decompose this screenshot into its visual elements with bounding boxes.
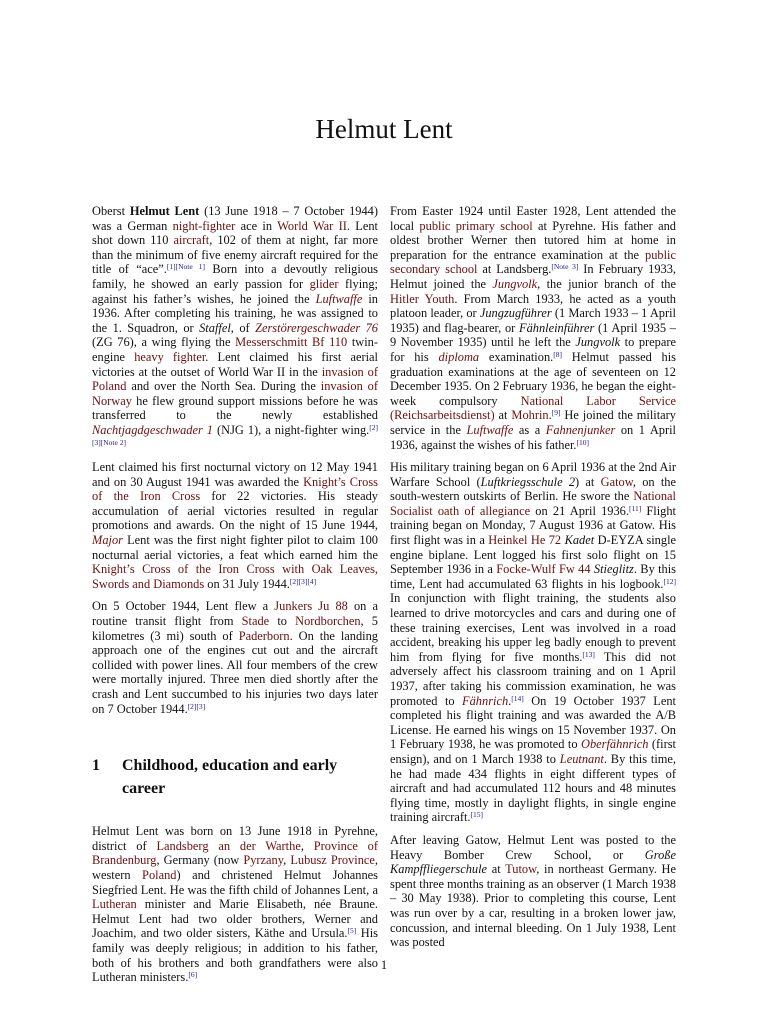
- reference-marker[interactable]: [6]: [188, 970, 198, 980]
- page-number: 1: [380, 958, 388, 972]
- paragraph: [390, 204, 676, 452]
- link[interactable]: Zerstörergeschwader 76: [255, 320, 379, 335]
- link[interactable]: Jungvolk: [492, 276, 538, 291]
- reference-marker[interactable]: [15]: [470, 810, 483, 820]
- text-run: at: [494, 408, 512, 423]
- link[interactable]: National Labor Service (Reichsarbeitsdienst): [390, 393, 676, 423]
- text-run: , 102 of them at night, far more than the minimum of five enemy aircraft required for the title of “ace”.: [92, 233, 379, 277]
- text-run: D-EYZA single engine biplane. Lent logged his first solo flight on 15 September 1936 in a: [390, 533, 677, 577]
- link[interactable]: Gatow: [600, 474, 633, 489]
- text-run: Helmut Lent: [129, 204, 200, 218]
- link[interactable]: Mohrin: [511, 408, 549, 423]
- text-run: for 22 victories. His steady accumulation of aerial victories resulted in regular promotions and awards. On the night of 15 June 1944,: [92, 489, 378, 533]
- link[interactable]: Fähnrich: [462, 693, 509, 708]
- reference-marker[interactable]: [5]: [347, 926, 357, 936]
- text-run: flying; against his father’s wishes, he joined the: [92, 276, 378, 306]
- link[interactable]: Major: [92, 533, 123, 548]
- text-run: as a: [513, 422, 546, 437]
- reference-marker[interactable]: [2][3][Note 2]: [92, 422, 378, 447]
- text-run: , on the south-western outskirts of Berlin. He swore the: [390, 474, 677, 504]
- text-run: Flight training began on Monday, 7 August 1936 at Gatow. His first flight was in a: [390, 503, 676, 548]
- text-run: Jungzugführer: [479, 306, 552, 321]
- link[interactable]: Heinkel He 72: [488, 533, 562, 548]
- section-number: 1: [92, 757, 100, 775]
- text-run: , Germany (now: [156, 853, 244, 868]
- text-run: Oberst: [92, 204, 130, 218]
- text-run: . On the landing approach one of the engines cut out and the aircraft collided with power lines. All four members of the crew were mortally injured. Three men died shortly after the crash and Lent succumbed to his injuries two days later on 7 October 1944.: [92, 628, 378, 716]
- text-run: Lent was the first night fighter pilot to claim 100 nocturnal aerial victories, a feat which earned him the: [92, 533, 378, 562]
- text-run: ,: [300, 838, 314, 853]
- reference-marker[interactable]: [2][3]: [187, 701, 206, 711]
- text-run: to prepare for his: [390, 335, 676, 364]
- link[interactable]: Stade: [241, 614, 270, 629]
- link[interactable]: Paderborn: [238, 628, 290, 643]
- link[interactable]: Lutheran: [92, 897, 137, 912]
- text-run: on a routine transit flight from: [92, 599, 379, 629]
- text-run: After leaving Gatow, Helmut Lent was posted to the Heavy Bomber Crew School, or: [390, 832, 676, 862]
- text-run: he flew ground support missions before he was transferred to the newly established: [92, 393, 378, 423]
- text-run: , in northeast Germany. He spent three months training as an observer (1 March 1938 – 30 May 1938). Prior to completing this course, Lent was run over by a car, resulting in a broken lower jaw, concussion, and internal bleeding. On 1 July 1938, Lent was posted: [390, 862, 676, 950]
- reference-marker[interactable]: [1][Note 1]: [166, 262, 206, 272]
- reference-marker[interactable]: [10]: [576, 437, 590, 447]
- text-run: Fähnleinführer: [519, 320, 595, 335]
- text-run: in 1936. After completing his training, he was assigned to the 1. Squadron, or: [92, 291, 378, 335]
- text-run: ) at: [575, 474, 601, 489]
- link[interactable]: Oberfähnrich: [581, 737, 649, 752]
- section-title: Childhood, education and early career: [122, 757, 338, 798]
- reference-marker[interactable]: [12]: [663, 576, 676, 586]
- text-run: Luftkriegsschule 2: [480, 474, 576, 489]
- link[interactable]: Focke-Wulf Fw 44: [496, 562, 591, 577]
- text-run: Große Kampffliegerschule: [390, 847, 676, 877]
- text-run: His military training began on 6 April 1936 at the 2nd Air Warfare School (: [390, 460, 676, 489]
- text-run: Kadet: [564, 533, 595, 548]
- right-column: [390, 204, 676, 958]
- text-run: on 31 July 1944.: [204, 576, 290, 591]
- text-run: This did not adversely affect his classroom training and on 1 April 1937, after taking his commission examination, he was promoted to: [390, 649, 676, 708]
- text-run: (1 April 1935 – 9 November 1935) until he left the: [390, 320, 676, 350]
- text-run: His family was deeply religious; in addition to his father, both of his brothers and both grandfathers were also Lutheran ministers.: [92, 926, 378, 985]
- text-run: In conjunction with flight training, the students also learned to drive motorcycles and cars and during one of these training exercises, Lent was involved in a road accident, breaking his upper leg badly enough to prevent him from flying for five months.: [390, 591, 676, 664]
- link[interactable]: Landsberg an der Warthe: [156, 838, 301, 853]
- reference-marker[interactable]: [8]: [553, 349, 562, 359]
- text-run: , of: [230, 320, 256, 335]
- link[interactable]: Pyrzany: [243, 853, 284, 868]
- text-run: ace in: [235, 218, 278, 233]
- text-run: to: [269, 614, 296, 629]
- text-run: ) and christened Helmut Johannes Siegfried Lent. He was the fifth child of Johannes Lent, a: [92, 867, 378, 897]
- text-run: twin-engine: [92, 335, 378, 364]
- text-run: (13 June 1918 – 7 October 1944) was a German: [92, 204, 378, 233]
- link[interactable]: invasion of Norway: [92, 379, 378, 408]
- link[interactable]: Tutow: [505, 862, 537, 877]
- text-run: Stieglitz: [593, 562, 634, 577]
- text-run: , western: [92, 853, 379, 882]
- link[interactable]: invasion of Poland: [92, 364, 378, 394]
- text-run: . From March 1933, he acted as a youth platoon leader, or: [390, 291, 676, 321]
- text-run: . Lent claimed his first aerial victories at the outset of World War II in the: [92, 349, 378, 379]
- text-run: (ZG 76), a wing flying the: [92, 335, 236, 350]
- reference-marker[interactable]: [2][3][4]: [289, 576, 317, 586]
- link[interactable]: Poland: [142, 867, 177, 882]
- text-run: Born into a devoutly religious family, he showed an early passion for: [92, 262, 378, 291]
- text-run: On 5 October 1944, Lent flew a: [92, 599, 275, 614]
- text-run: (1 March 1933 – 1 April 1935) and flag-bearer, or: [390, 306, 676, 335]
- text-run: minister and Marie Elisabeth, née Braune. Helmut Lent had two older brothers, Werner and Joachim, and two older sisters, Käthe and Ursula.: [92, 897, 378, 941]
- text-run: Lent claimed his first nocturnal victory on 12 May 1941 and on 30 August 1941 was awarded the: [92, 460, 378, 489]
- text-run: Helmut Lent was born on 13 June 1918 in Pyrehne, district of: [92, 824, 378, 853]
- text-run: On 19 October 1937 Lent completed his flight training and was awarded the A/B License. He earned his wings on 15 November 1937. On 1 February 1938, he was promoted to: [390, 693, 676, 752]
- text-run: Staffel: [199, 320, 231, 335]
- link[interactable]: Knight’s Cross of the Iron Cross: [92, 474, 378, 504]
- text-run: and over the North Sea. During the: [126, 379, 321, 394]
- text-run: . By this time, he had made 434 flights in eight different types of aircraft and had accumulated 112 hours and 48 minutes flying time, mostly in daylight flights, in single engine training aircraft.: [390, 751, 677, 825]
- reference-marker[interactable]: [11]: [628, 503, 642, 513]
- text-run: at Landsberg.: [477, 262, 552, 277]
- reference-marker[interactable]: [14]: [511, 693, 524, 703]
- link[interactable]: Lubusz Province: [290, 853, 375, 868]
- link[interactable]: Leutnant: [559, 751, 604, 766]
- link[interactable]: Luftwaffe: [466, 422, 514, 437]
- text-run: . By this time, Lent had accumulated 63 flights in his logbook.: [390, 562, 677, 591]
- link[interactable]: Fahnenjunker: [545, 422, 616, 437]
- link[interactable]: Luftwaffe: [315, 291, 363, 306]
- paragraph: [390, 460, 676, 825]
- text-run: , the junior branch of the: [537, 276, 676, 291]
- link[interactable]: Knight’s Cross of the Iron Cross with Oak Leaves, Swords and Diamonds: [92, 562, 378, 591]
- paragraph: [390, 833, 676, 950]
- reference-marker[interactable]: [13]: [582, 649, 595, 659]
- link[interactable]: public primary school: [419, 218, 533, 233]
- section-heading: [92, 754, 378, 800]
- text-run: ,: [283, 853, 291, 868]
- link[interactable]: Junkers Ju 88: [274, 599, 348, 614]
- link[interactable]: Messerschmitt Bf 110: [235, 335, 348, 350]
- text-run: (NJG 1), a night-fighter wing.: [213, 422, 370, 437]
- paragraph: [92, 204, 378, 452]
- text-run: (first ensign), and on 1 March 1938 to: [390, 737, 676, 766]
- reference-marker[interactable]: [9]: [551, 408, 561, 418]
- text-run: Jungvolk: [575, 335, 621, 350]
- paragraph: [92, 460, 378, 591]
- text-run: He joined the military service in the: [390, 408, 676, 437]
- link[interactable]: Nachtjagdgeschwader 1: [92, 422, 214, 437]
- left-column: [92, 204, 378, 993]
- text-run: .: [508, 693, 512, 708]
- link[interactable]: night-fighter: [172, 218, 236, 233]
- text-run: In February 1933, Helmut joined the: [390, 262, 676, 291]
- text-run: on 21 April 1936.: [530, 503, 629, 518]
- reference-marker[interactable]: [Note 3]: [551, 262, 579, 272]
- link[interactable]: Province of Brandenburg: [92, 838, 378, 868]
- text-run: at Pyrehne. His father and oldest brother Werner then tutored him at home in preparation for the entrance examination at the: [390, 218, 676, 262]
- text-run: examination.: [479, 349, 554, 364]
- link[interactable]: diploma: [438, 349, 480, 364]
- text-run: . Lent shot down 110: [92, 218, 378, 248]
- paragraph: [92, 599, 378, 716]
- link[interactable]: National Socialist oath of allegiance: [390, 489, 676, 518]
- text-run: at: [487, 862, 506, 877]
- link[interactable]: Nordborchen: [295, 614, 361, 629]
- text-run: on 1 April 1936, against the wishes of his father.: [390, 422, 676, 452]
- text-run: From Easter 1924 until Easter 1928, Lent attended the local: [390, 204, 676, 233]
- link[interactable]: World War II: [277, 218, 347, 233]
- link[interactable]: Hitler Youth: [390, 291, 455, 306]
- text-run: Helmut passed his graduation examinations at the age of seventeen on 12 December 1935. On 2 February 1936, he began the eight-week compulsory: [390, 349, 677, 408]
- link[interactable]: heavy fighter: [134, 349, 206, 364]
- link[interactable]: aircraft: [173, 233, 210, 248]
- link[interactable]: public secondary school: [390, 247, 676, 277]
- link[interactable]: glider: [309, 276, 339, 291]
- page-title: Helmut Lent: [315, 114, 453, 144]
- text-run: , 5 kilometres (3 mi) south of: [92, 614, 378, 643]
- text-run: .: [548, 408, 552, 423]
